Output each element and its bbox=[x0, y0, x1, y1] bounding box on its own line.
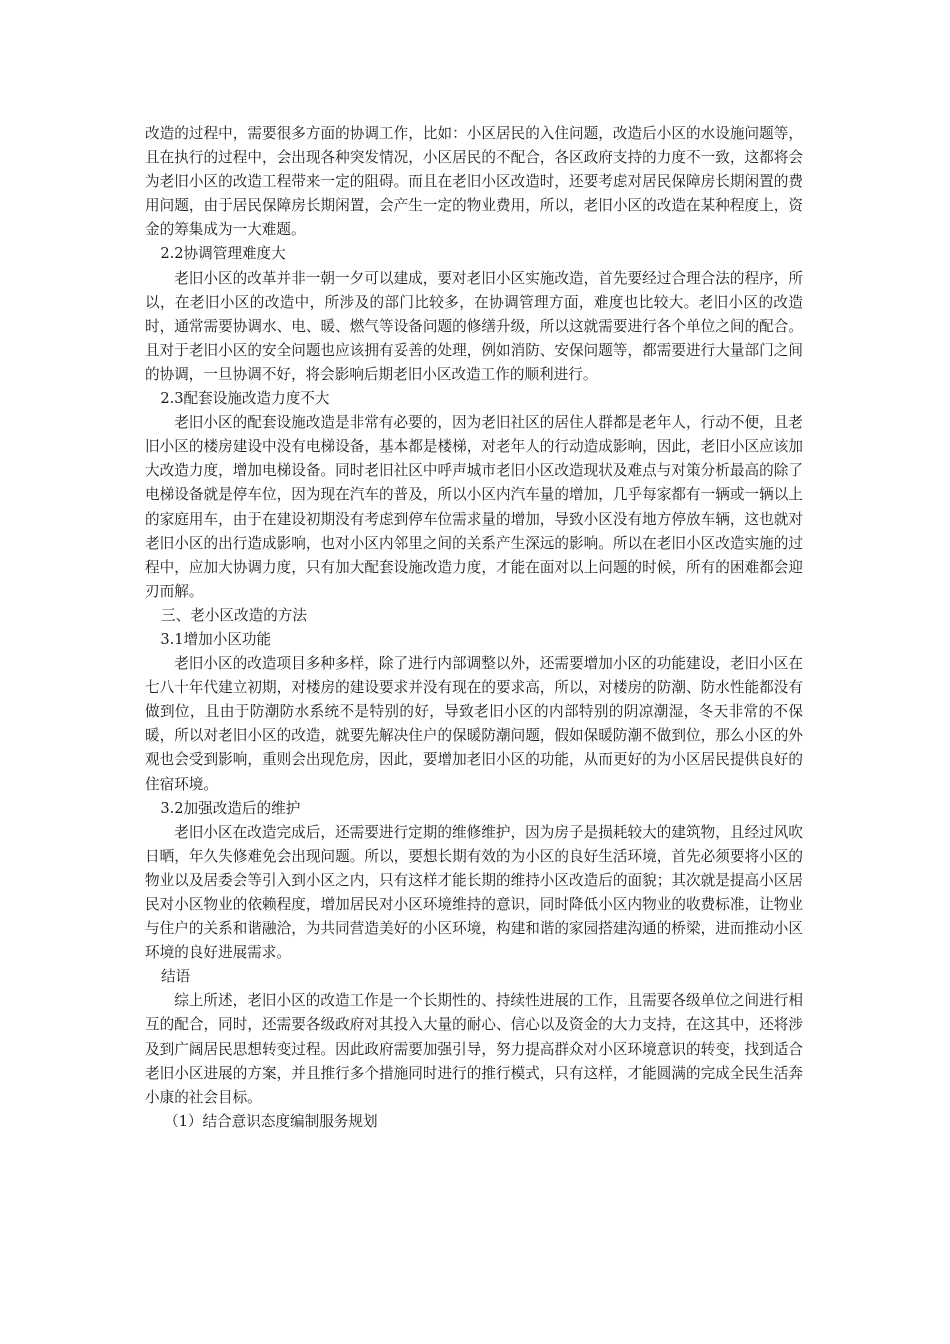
document-body bbox=[145, 122, 803, 1134]
section-heading-3: 三、老小区改造的方法 bbox=[161, 606, 307, 624]
section-heading-2-3: 2.3配套设施改造力度不大 bbox=[160, 390, 330, 408]
section-heading-conclusion: 结语 bbox=[161, 968, 191, 986]
paragraph-coordination: 老旧小区的改革并非一朝一夕可以建成，要对老旧小区实施改造，首先要经过合理合法的程序，所以，在老旧小区的改造中，所涉及的部门比较多，在协调管理方面，难度也比较大。老旧小区的改造时，通常需要协调水、电、暖、燃气等设备问题的修缮升级，所以这就需要进行各个单位之间的配合。且对于老旧小区的安全问题也应该拥有妥善的处理，例如消防、安保问题等，都需要进行大量部门之间的协调，一旦协调不好，将会影响后期老旧小区改造工作的顺利进行。 bbox=[145, 269, 803, 383]
paragraph-functions: 老旧小区的改造项目多种多样，除了进行内部调整以外，还需要增加小区的功能建设，老旧小区在七八十年代建立初期，对楼房的建设要求并没有现在的要求高，所以，对楼房的防潮、防水性能都没有做到位，且由于防潮防水系统不是特别的好，导致老旧小区的内部特别的阴凉潮湿，冬天非常的不保暖，所以对老旧小区的改造，就要先解决住户的保暖防潮问题，假如保暖防潮不做到位，那么小区的外观也会受到影响，重则会出现危房，因此，要增加老旧小区的功能，从而更好的为小区居民提供良好的住宿环境。 bbox=[145, 655, 803, 793]
paragraph-facilities: 老旧小区的配套设施改造是非常有必要的，因为老旧社区的居住人群都是老年人，行动不便，且老旧小区的楼房建设中没有电梯设备，基本都是楼梯，对老年人的行动造成影响，因此，老旧小区应该加大改造力度，增加电梯设备。同时老旧社区中呼声城市老旧小区改造现状及难点与对策分析最高的除了电梯设备就是停车位，因为现在汽车的普及，所以小区内汽车量的增加，几乎每家都有一辆或一辆以上的家庭用车，由于在建设初期没有考虑到停车位需求量的增加，导致小区没有地方停放车辆，这也就对老旧小区的出行造成影响，也对小区内邻里之间的关系产生深远的影响。所以在老旧小区改造实施的过程中，应加大协调力度，只有加大配套设施改造力度，才能在面对以上问题的时候，所有的困难都会迎刃而解。 bbox=[145, 414, 803, 600]
section-heading-2-2: 2.2协调管理难度大 bbox=[160, 245, 286, 263]
paragraph-intro-continued: 改造的过程中，需要很多方面的协调工作，比如：小区居民的入住问题，改造后小区的水设施问题等，且在执行的过程中，会出现各种突发情况，小区居民的不配合，各区政府支持的力度不一致，这都将会为老旧小区的改造工程带来一定的阻碍。而且在老旧小区改造时，还要考虑对居民保障房长期闲置的费用问题，由于居民保障房长期闲置，会产生一定的物业费用，所以，老旧小区的改造在某种程度上，资金的筹集成为一大难题。 bbox=[145, 125, 803, 239]
list-item-1: （1）结合意识态度编制服务规划 bbox=[163, 1112, 378, 1130]
paragraph-maintenance: 老旧小区在改造完成后，还需要进行定期的维修维护，因为房子是损耗较大的建筑物，且经过风吹日晒，年久失修难免会出现问题。所以，要想长期有效的为小区的良好生活环境，首先必须要将小区的物业以及居委会等引入到小区之内，只有这样才能长期的维持小区改造后的面貌；其次就是提高小区居民对小区物业的依赖程度，增加居民对小区环境维持的意识，同时降低小区内物业的收费标准，让物业与住户的关系和谐融洽，为共同营造美好的小区环境，构建和谐的家园搭建沟通的桥梁，进而推动小区环境的良好进展需求。 bbox=[145, 823, 803, 962]
paragraph-conclusion: 综上所述，老旧小区的改造工作是一个长期性的、持续性进展的工作，且需要各级单位之间进行相互的配合，同时，还需要各级政府对其投入大量的耐心、信心以及资金的大力支持，在这其中，还将涉及到广阔居民思想转变过程。因此政府需要加强引导，努力提高群众对小区环境意识的转变，找到适合老旧小区进展的方案，并且推行多个措施同时进行的推行模式，只有这样，才能圆满的完成全民生活奔小康的社会目标。 bbox=[145, 992, 803, 1106]
section-heading-3-2: 3.2加强改造后的维护 bbox=[160, 799, 301, 817]
section-heading-3-1: 3.1增加小区功能 bbox=[160, 630, 272, 648]
